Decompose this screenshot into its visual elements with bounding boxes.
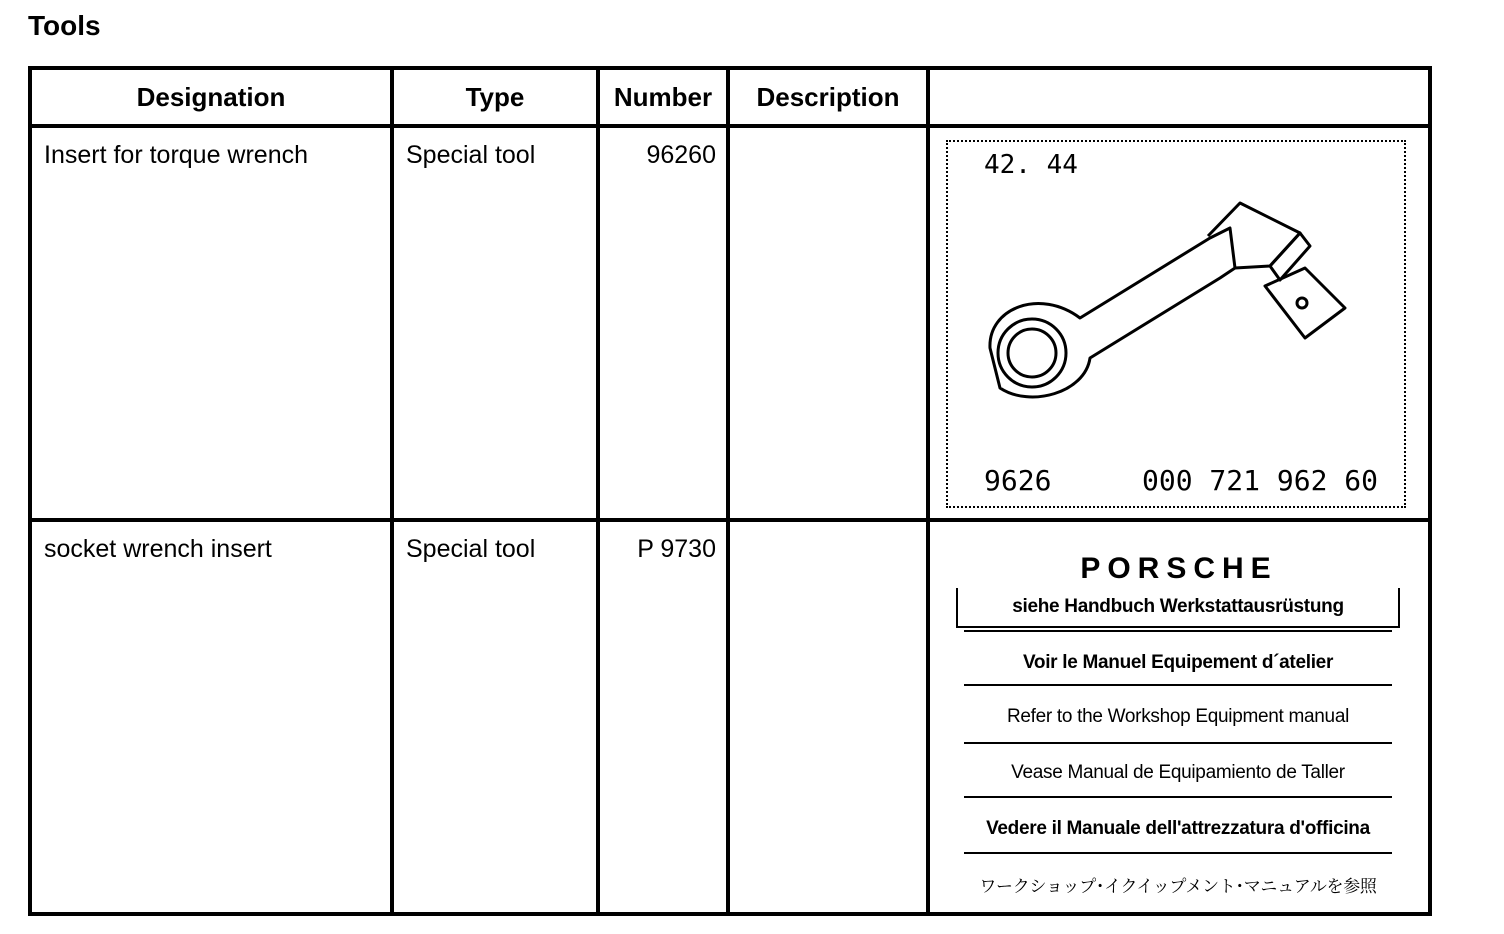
tool-number-short: 9626 <box>984 464 1052 497</box>
reference-card <box>930 522 1428 912</box>
reference-line-en: Refer to the Workshop Equipment manual <box>1006 706 1350 727</box>
table-row <box>30 520 1430 914</box>
row-designation: socket wrench insert <box>44 535 272 563</box>
divider <box>964 852 1392 854</box>
tool-part-number: 000 721 962 60 <box>1142 464 1379 497</box>
page-title: Tools <box>28 10 101 41</box>
header-designation: Designation <box>30 68 392 126</box>
reference-line-it: Vedere il Manuale dell'attrezzatura d'officina <box>986 818 1370 839</box>
row-description <box>730 128 926 140</box>
header-number: Number <box>598 68 728 126</box>
reference-line-fr: Voir le Manuel Equipement d´atelier <box>1022 652 1334 673</box>
tool-ref-label: 42. 44 <box>984 150 1078 180</box>
row-type: Special tool <box>406 535 536 563</box>
reference-line-es: Vease Manual de Equipamiento de Taller <box>1011 762 1345 783</box>
table-header-row <box>30 68 1430 126</box>
row-number: P 9730 <box>637 535 716 563</box>
divider <box>964 684 1392 686</box>
divider <box>964 742 1392 744</box>
row-type: Special tool <box>406 141 536 169</box>
divider <box>964 796 1392 798</box>
table-row <box>30 126 1430 520</box>
row-designation: Insert for torque wrench <box>44 141 309 169</box>
divider <box>964 630 1392 632</box>
header-image <box>928 68 1430 126</box>
wrench-icon <box>970 188 1370 428</box>
brand-logo: PORSCHE <box>1080 552 1278 585</box>
header-type: Type <box>392 68 598 126</box>
header-description: Description <box>728 68 928 126</box>
torque-wrench-insert-illustration <box>930 128 1428 518</box>
row-number: 96260 <box>646 141 716 169</box>
reference-line-ja: ワークショップ･イクイップメント･マニュアルを参照 <box>979 877 1377 896</box>
row-description <box>730 522 926 534</box>
tools-table <box>28 66 1432 916</box>
reference-line-de: siehe Handbuch Werkstattausrüstung <box>1012 596 1344 617</box>
